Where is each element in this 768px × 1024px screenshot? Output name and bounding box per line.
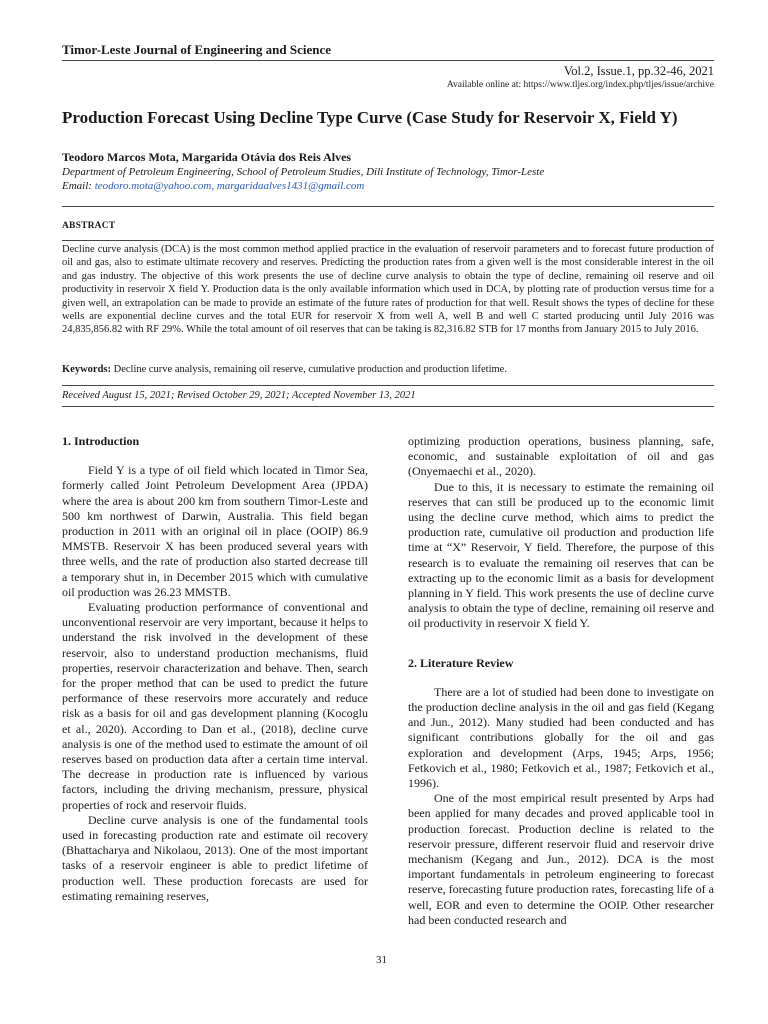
email-label: Email: [62, 180, 95, 192]
intro-continued: optimizing production operations, business planning, safe, economic, and sustainable exploitation of oil and gas (Onyemaechi et al., 2020). [408, 434, 714, 479]
literature-paragraph-2: One of the most empirical result presented by Arps had been applied for many decades and proved applicable tool in production forecast. Production decline is related to the reservoir pressure, different reservoir fluid and reservoir drive mechanism (Kegang and Jun., 2012). DCA is the most important fundamentals in petroleum engineering to forecast reserve, forecasting future production rates, forecasting life of a well, EOR and even to determine the OOIP. Other researcher had been conducted research and [408, 791, 714, 927]
left-column [62, 434, 368, 904]
keywords-rule [62, 385, 714, 386]
literature-heading: 2. Literature Review [408, 655, 514, 670]
abstract-text: Decline curve analysis (DCA) is the most common method applied practice in the evaluation of reservoir parameters and to forecast future production of oil and gas, also to estimate ultimate recovery and reserves. Predicting the production rates from a given well is the most considerable interest in the oil and gas industry. The objective of this work presents the use of decline curve analysis to obtain the type of decline, remaining oil reserve and oil productivity in reservoir X field Y. Production data is the only available information which used in DCA, by plotting rate of production versus time for a given well, an extrapolation can be made to provide an estimate of the future rates of production for that well. Result shows the types of decline for these wells are exponential decline curves and the total EUR for reservoir X from well A, well B and well C started producing until July 2016 was 24,835,856.82 with RF 29%. While the total amount of oil reserves that can be taking is 82,316.82 STB for 17 months from January 2015 to July 2016. [62, 244, 714, 336]
intro-paragraph-3: Decline curve analysis is one of the fundamental tools used in forecasting production rate and estimate oil recovery (Bhattacharya and Nikolaou, 2013). One of the most important tasks of a reservoir engineer is able to predict lifetime of production well. These production forecasts are used for estimating remaining reserves, [62, 812, 368, 903]
intro-paragraph-1: Field Y is a type of oil field which located in Timor Sea, formerly called Joint Petroleum Development Area (JPDA) where the area is about 200 km from southern Timor-Leste and 500 km northwest of Darwin, Australia. This field began production in 2011 with an original oil in place (OOIP) 86.9 MMSTB. Reservoir X has been produced several years with three wells, and the rate of production also started decrease till a temporary shut in, in December 2015 which with cumulative oil production was 26.23 MMSTB. [62, 463, 368, 599]
received-dates: Received August 15, 2021; Revised October 29, 2021; Accepted November 13, 2021 [62, 390, 416, 401]
abstract-heading: ABSTRACT [62, 221, 116, 231]
right-column [408, 434, 714, 928]
literature-paragraph-1: There are a lot of studied had been done to investigate on the production decline analysis in the oil and gas field (Kegang and Jun., 2012). Many studied had been conducted and has significant contributions globally for the oil and gas exploration and development (Arps, 1945; Arps, 1956; Fetkovich et al., 1980; Fetkovich et al., 1987; Fetkovich et al., 1996). [408, 684, 714, 791]
keywords-label: Keywords: [62, 364, 111, 375]
header-rule [62, 60, 714, 61]
page-number: 31 [376, 954, 387, 966]
intro-heading: 1. Introduction [62, 434, 140, 448]
keywords [62, 364, 714, 375]
affiliation: Department of Petroleum Engineering, School of Petroleum Studies, Dili Institute of Technology, Timor-Leste [62, 166, 545, 178]
received-rule [62, 406, 714, 407]
volume-info: Vol.2, Issue.1, pp.32-46, 2021 [563, 64, 714, 78]
abstract-rule [62, 240, 714, 241]
abstract-top-rule [62, 206, 714, 207]
paper-title: Production Forecast Using Decline Type Curve (Case Study for Reservoir X, Field Y) [62, 108, 678, 127]
availability-link[interactable]: Available online at: https://www.tljes.org/index.php/tljes/issue/archive [446, 80, 714, 90]
journal-name: Timor-Leste Journal of Engineering and Science [62, 42, 332, 57]
paper-authors: Teodoro Marcos Mota, Margarida Otávia dos Reis Alves [62, 150, 352, 164]
intro-paragraph-4: Due to this, it is necessary to estimate the remaining oil reserves that can still be produced up to the economic limit using the decline curve method, which aims to predict the production rate, cumulative oil production and production life time at “X” Reservoir, Y field. Therefore, the purpose of this research is to evaluate the remaining oil reserves that can be extracting up to the economic limit as a basis for development planning in Y field. This work presents the use of decline curve analysis to obtain the type of decline, remaining oil reserve and oil productivity in reservoir X field Y. [408, 479, 714, 631]
email-links[interactable]: teodoro.mota@yahoo.com, margaridaalves1431@gmail.com [94, 180, 365, 192]
keywords-text: Decline curve analysis, remaining oil reserve, cumulative production and production lifetime. [111, 364, 507, 375]
intro-paragraph-2: Evaluating production performance of conventional and unconventional reservoir are very important, because it helps to understand the risk involved in the development of these reservoir, also to understand production mechanisms, fluid properties, reservoir characterization and behave. Then, search for the proper method that can be used to predict the future performance of these reservoirs more accurately and reduce risk as a basis for oil and gas development planning (Kocoglu et al., 2020). According to Dan et al., (2018), decline curve analysis is one of the method used to estimate the amount of oil reserves based on production data after a certain time interval. The decrease in production rate is influenced by various factors, including the driving mechanism, pressure, physical properties of rock and reservoir fluids. [62, 600, 368, 812]
email-line [62, 180, 364, 192]
